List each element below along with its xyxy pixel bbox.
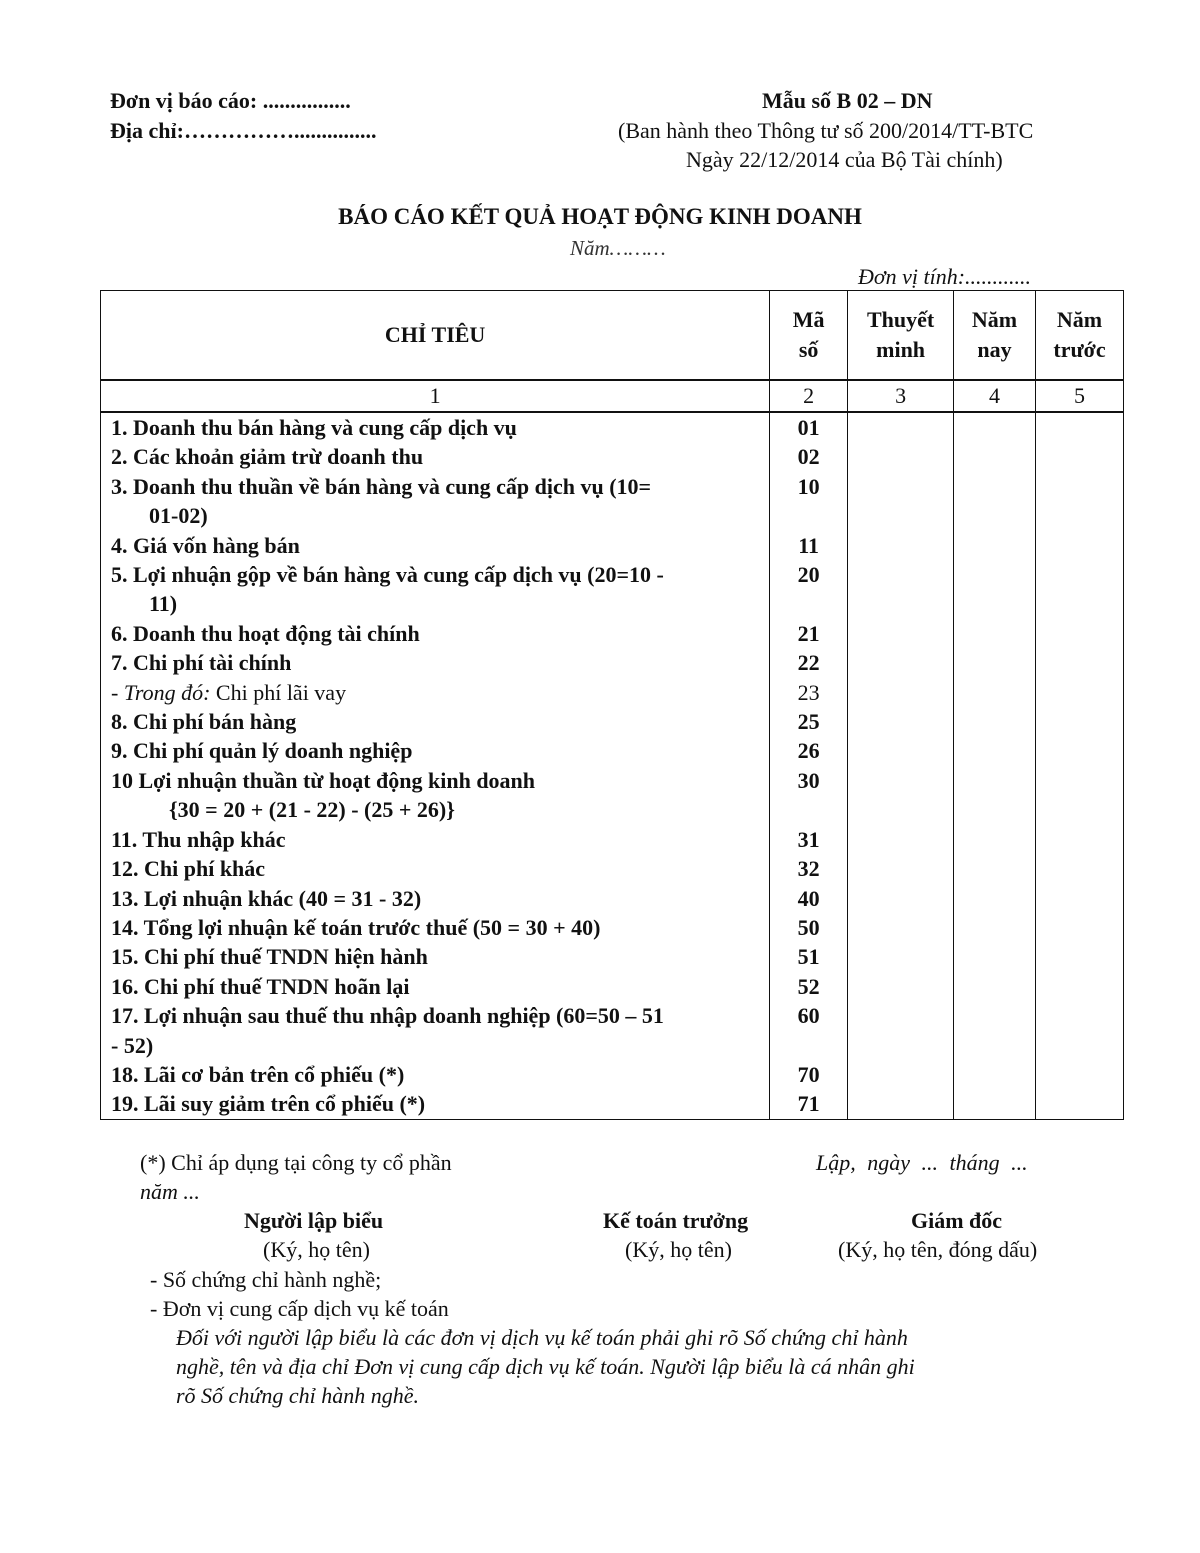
table-row (101, 942, 1124, 971)
income-statement-table (100, 290, 1124, 1120)
table-row (101, 619, 1124, 648)
row-indicator-name: 8. Chi phí bán hàng (101, 707, 770, 736)
row-previous-year-cell[interactable] (1036, 648, 1124, 677)
row-previous-year-cell[interactable] (1036, 1060, 1124, 1089)
row-note-cell[interactable] (848, 854, 954, 883)
row-indicator-name: 10 Lợi nhuận thuần từ hoạt động kinh doanh {30 = 20 + (21 - 22) - (25 + 26)} (101, 766, 770, 825)
table-row (101, 1089, 1124, 1119)
row-this-year-cell[interactable] (954, 442, 1036, 471)
table-row (101, 560, 1124, 619)
header-note: Thuyết minh (848, 291, 954, 381)
row-previous-year-cell[interactable] (1036, 560, 1124, 619)
row-note-cell[interactable] (848, 412, 954, 442)
row-this-year-cell[interactable] (954, 531, 1036, 560)
header-code: Mã số (770, 291, 848, 381)
row-code: 52 (770, 972, 848, 1001)
row-this-year-cell[interactable] (954, 854, 1036, 883)
row-code: 71 (770, 1089, 848, 1119)
row-code: 25 (770, 707, 848, 736)
column-number: 1 (101, 380, 770, 412)
year-line: Năm……… (570, 236, 666, 260)
row-this-year-cell[interactable] (954, 678, 1036, 707)
row-this-year-cell[interactable] (954, 972, 1036, 1001)
table-row (101, 678, 1124, 707)
row-previous-year-cell[interactable] (1036, 825, 1124, 854)
row-indicator-name: 17. Lợi nhuận sau thuế thu nhập doanh nghiệp (60=50 – 51 - 52) (101, 1001, 770, 1060)
row-note-cell[interactable] (848, 942, 954, 971)
director-signature-note: (Ký, họ tên, đóng dấu) (838, 1237, 1038, 1262)
table-row (101, 884, 1124, 913)
column-number-row (101, 380, 1124, 412)
table-row (101, 913, 1124, 942)
row-this-year-cell[interactable] (954, 1001, 1036, 1060)
column-number: 5 (1036, 380, 1124, 412)
row-this-year-cell[interactable] (954, 412, 1036, 442)
row-this-year-cell[interactable] (954, 472, 1036, 531)
table-row (101, 766, 1124, 825)
row-previous-year-cell[interactable] (1036, 412, 1124, 442)
row-code: 22 (770, 648, 848, 677)
table-row (101, 531, 1124, 560)
row-this-year-cell[interactable] (954, 736, 1036, 765)
row-note-cell[interactable] (848, 707, 954, 736)
address-label: Địa chỉ:……………............... (110, 118, 377, 143)
row-this-year-cell[interactable] (954, 1089, 1036, 1119)
date-line-year: năm ... (140, 1179, 200, 1204)
row-this-year-cell[interactable] (954, 560, 1036, 619)
table-row (101, 1060, 1124, 1089)
row-this-year-cell[interactable] (954, 942, 1036, 971)
director-title: Giám đốc (911, 1208, 1003, 1233)
row-code: 32 (770, 854, 848, 883)
column-number: 2 (770, 380, 848, 412)
header-previous-year: Năm trước (1036, 291, 1124, 381)
report-title: BÁO CÁO KẾT QUẢ HOẠT ĐỘNG KINH DOANH (338, 204, 862, 229)
row-this-year-cell[interactable] (954, 825, 1036, 854)
row-note-cell[interactable] (848, 619, 954, 648)
row-indicator-name: 7. Chi phí tài chính (101, 648, 770, 677)
row-previous-year-cell[interactable] (1036, 678, 1124, 707)
explanation-line-2: nghề, tên và địa chỉ Đơn vị cung cấp dịch vụ kế toán. Người lập biểu là cá nhân ghi (176, 1354, 915, 1379)
row-this-year-cell[interactable] (954, 1060, 1036, 1089)
row-indicator-name: 5. Lợi nhuận gộp về bán hàng và cung cấp dịch vụ (20=10 - 11) (101, 560, 770, 619)
row-code: 60 (770, 1001, 848, 1060)
row-indicator-name: 15. Chi phí thuế TNDN hiện hành (101, 942, 770, 971)
provider-line: - Đơn vị cung cấp dịch vụ kế toán (150, 1296, 449, 1321)
row-previous-year-cell[interactable] (1036, 1089, 1124, 1119)
explanation-line-3: rõ Số chứng chỉ hành nghề. (176, 1383, 419, 1408)
chief-accountant-signature-note: (Ký, họ tên) (625, 1237, 732, 1262)
row-previous-year-cell[interactable] (1036, 942, 1124, 971)
row-this-year-cell[interactable] (954, 648, 1036, 677)
row-this-year-cell[interactable] (954, 619, 1036, 648)
column-number: 4 (954, 380, 1036, 412)
reporting-unit-label: Đơn vị báo cáo: ................ (110, 88, 351, 113)
table-row (101, 412, 1124, 442)
row-indicator-name: 14. Tổng lợi nhuận kế toán trước thuế (50 = 30 + 40) (101, 913, 770, 942)
row-previous-year-cell[interactable] (1036, 972, 1124, 1001)
row-note-cell[interactable] (848, 648, 954, 677)
row-note-cell[interactable] (848, 678, 954, 707)
issued-by-line-2: Ngày 22/12/2014 của Bộ Tài chính) (686, 147, 1003, 172)
chief-accountant-title: Kế toán trưởng (603, 1208, 749, 1233)
form-code: Mẫu số B 02 – DN (762, 88, 933, 113)
row-this-year-cell[interactable] (954, 707, 1036, 736)
row-code: 31 (770, 825, 848, 854)
row-note-cell[interactable] (848, 442, 954, 471)
row-code: 11 (770, 531, 848, 560)
row-previous-year-cell[interactable] (1036, 884, 1124, 913)
row-note-cell[interactable] (848, 736, 954, 765)
row-indicator-name: 13. Lợi nhuận khác (40 = 31 - 32) (101, 884, 770, 913)
row-note-cell[interactable] (848, 972, 954, 1001)
row-previous-year-cell[interactable] (1036, 707, 1124, 736)
row-code: 50 (770, 913, 848, 942)
row-previous-year-cell[interactable] (1036, 854, 1124, 883)
preparer-title: Người lập biểu (244, 1208, 384, 1233)
table-row (101, 736, 1124, 765)
row-indicator-name: 12. Chi phí khác (101, 854, 770, 883)
row-note-cell[interactable] (848, 560, 954, 619)
row-indicator-name: 1. Doanh thu bán hàng và cung cấp dịch vụ (101, 412, 770, 442)
explanation-line-1: Đối với người lập biểu là các đơn vị dịch vụ kế toán phải ghi rõ Số chứng chỉ hành (176, 1325, 908, 1350)
row-indicator-name: 6. Doanh thu hoạt động tài chính (101, 619, 770, 648)
row-previous-year-cell[interactable] (1036, 619, 1124, 648)
table-row (101, 825, 1124, 854)
table-row (101, 472, 1124, 531)
row-code: 26 (770, 736, 848, 765)
issued-by-line-1: (Ban hành theo Thông tư số 200/2014/TT-BTC (618, 118, 1034, 143)
row-note-cell[interactable] (848, 913, 954, 942)
table-row (101, 707, 1124, 736)
row-this-year-cell[interactable] (954, 884, 1036, 913)
footnote: (*) Chỉ áp dụng tại công ty cổ phần (140, 1150, 452, 1175)
row-code: 21 (770, 619, 848, 648)
row-this-year-cell[interactable] (954, 766, 1036, 825)
row-indicator-name: 19. Lãi suy giảm trên cổ phiếu (*) (101, 1089, 770, 1119)
row-note-cell[interactable] (848, 531, 954, 560)
table-row (101, 972, 1124, 1001)
row-note-cell[interactable] (848, 1060, 954, 1089)
row-note-cell[interactable] (848, 1089, 954, 1119)
table-row (101, 648, 1124, 677)
row-previous-year-cell[interactable] (1036, 766, 1124, 825)
certificate-line: - Số chứng chỉ hành nghề; (150, 1267, 382, 1292)
date-line: Lập, ngày ... tháng ... (816, 1150, 1028, 1175)
column-number: 3 (848, 380, 954, 412)
row-indicator-name: 18. Lãi cơ bản trên cổ phiếu (*) (101, 1060, 770, 1089)
row-indicator-name: 3. Doanh thu thuần về bán hàng và cung cấp dịch vụ (10= 01-02) (101, 472, 770, 531)
row-previous-year-cell[interactable] (1036, 913, 1124, 942)
header-indicator: CHỈ TIÊU (101, 291, 770, 381)
row-code: 20 (770, 560, 848, 619)
table-row (101, 1001, 1124, 1060)
row-code: 70 (770, 1060, 848, 1089)
row-code: 51 (770, 942, 848, 971)
row-note-cell[interactable] (848, 825, 954, 854)
row-indicator-name: 11. Thu nhập khác (101, 825, 770, 854)
row-indicator-name: 9. Chi phí quản lý doanh nghiệp (101, 736, 770, 765)
currency-unit: Đơn vị tính:............ (858, 264, 1032, 289)
row-previous-year-cell[interactable] (1036, 531, 1124, 560)
row-previous-year-cell[interactable] (1036, 1001, 1124, 1060)
row-indicator-name: 4. Giá vốn hàng bán (101, 531, 770, 560)
table-row (101, 442, 1124, 471)
row-indicator-name: 16. Chi phí thuế TNDN hoãn lại (101, 972, 770, 1001)
row-note-cell[interactable] (848, 766, 954, 825)
table-row (101, 854, 1124, 883)
row-code: 30 (770, 766, 848, 825)
row-code: 02 (770, 442, 848, 471)
row-code: 01 (770, 412, 848, 442)
row-code: 23 (770, 678, 848, 707)
row-this-year-cell[interactable] (954, 913, 1036, 942)
row-note-cell[interactable] (848, 472, 954, 531)
preparer-signature-note: (Ký, họ tên) (263, 1237, 370, 1262)
row-previous-year-cell[interactable] (1036, 736, 1124, 765)
row-previous-year-cell[interactable] (1036, 472, 1124, 531)
row-note-cell[interactable] (848, 1001, 954, 1060)
row-indicator-name: - Trong đó: Chi phí lãi vay (101, 678, 770, 707)
row-previous-year-cell[interactable] (1036, 442, 1124, 471)
row-code: 10 (770, 472, 848, 531)
header-this-year: Năm nay (954, 291, 1036, 381)
row-indicator-name: 2. Các khoản giảm trừ doanh thu (101, 442, 770, 471)
row-note-cell[interactable] (848, 884, 954, 913)
table-header-row (101, 291, 1124, 381)
row-code: 40 (770, 884, 848, 913)
